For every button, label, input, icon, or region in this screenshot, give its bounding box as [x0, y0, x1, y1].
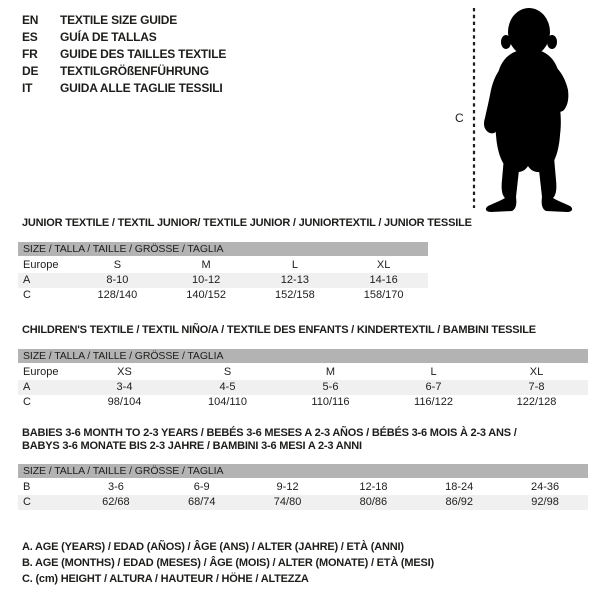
lang-title: TEXTILGRÖßENFÜHRUNG [60, 64, 209, 78]
row-label: C [23, 289, 31, 301]
table-cell: 62/68 [102, 496, 130, 508]
table-cell: 8-10 [106, 274, 129, 286]
children-table-title: CHILDREN'S TEXTILE / TEXTIL NIÑO/A / TEXTILE DES ENFANTS / KINDERTEXTIL / BAMBINI TESSILE [22, 324, 536, 336]
table-cell: 74/80 [273, 496, 302, 508]
table-cell: M [201, 259, 211, 271]
footnotes [22, 539, 434, 587]
babies-table-title [22, 427, 517, 453]
language-title-list [22, 12, 226, 97]
table-row [18, 258, 428, 273]
footnote-b: B. AGE (MONTHS) / EDAD (MESES) / ÂGE (MOIS) / ALTER (MONATE) / ETÀ (MESI) [22, 557, 434, 569]
table-cell: 80/86 [359, 496, 388, 508]
table-cell: S [223, 366, 232, 378]
table-cell: 116/122 [414, 396, 453, 408]
toddler-figure [453, 5, 588, 212]
table-cell: 12-18 [359, 481, 388, 493]
table-cell: XL [529, 366, 544, 378]
table-row [18, 273, 428, 288]
table-cell: 6-9 [193, 481, 210, 493]
lang-title: GUÍA DE TALLAS [60, 30, 157, 44]
lang-row-de [22, 63, 226, 80]
table-cell: 18-24 [445, 481, 474, 493]
row-label: Europe [23, 259, 59, 271]
table-cell: 9-12 [276, 481, 299, 493]
table-row [18, 288, 428, 303]
table-cell: 10-12 [192, 274, 221, 286]
footnote-c: C. (cm) HEIGHT / ALTURA / HAUTEUR / HÖHE / ALTEZZA [22, 573, 309, 585]
lang-code: FR [22, 47, 38, 61]
lang-title: GUIDE DES TAILLES TEXTILE [60, 47, 227, 61]
table-cell: 122/128 [516, 396, 557, 408]
children-size-table [18, 349, 588, 410]
table-row [18, 380, 588, 395]
row-label: A [23, 381, 31, 393]
table-cell: 14-16 [369, 274, 398, 286]
size-header-bar: SIZE / TALLA / TAILLE / GRÖSSE / TAGLIA [18, 242, 428, 256]
table-row [18, 495, 588, 510]
table-row [18, 365, 588, 380]
lang-row-es [22, 29, 226, 46]
lang-row-en [22, 12, 226, 29]
table-cell: 5-6 [322, 381, 339, 393]
table-cell: XS [117, 366, 132, 378]
junior-size-table [18, 242, 428, 303]
lang-title: GUIDA ALLE TAGLIE TESSILI [60, 81, 223, 95]
table-cell: 3-4 [116, 381, 133, 393]
table-row [18, 395, 588, 410]
table-cell: 24-36 [530, 481, 560, 493]
table-cell: 3-6 [107, 481, 124, 493]
footnote-a: A. AGE (YEARS) / EDAD (AÑOS) / ÂGE (ANS) / ALTER (JAHRE) / ETÀ (ANNI) [22, 541, 404, 553]
row-label: C [23, 496, 31, 508]
table-cell: 6-7 [425, 381, 442, 393]
table-cell: 152/158 [274, 289, 315, 301]
lang-code: DE [22, 64, 39, 78]
lang-title: TEXTILE SIZE GUIDE [60, 13, 178, 27]
row-label: Europe [23, 366, 59, 378]
lang-code: ES [22, 30, 38, 44]
table-row [18, 480, 588, 495]
row-label: B [23, 481, 31, 493]
table-cell: 98/104 [107, 396, 142, 408]
table-cell: 68/74 [187, 496, 216, 508]
table-cell: 7-8 [528, 381, 545, 393]
table-cell: L [430, 366, 437, 378]
table-cell: 86/92 [445, 496, 473, 508]
table-cell: 12-13 [280, 274, 309, 286]
size-header-bar: SIZE / TALLA / TAILLE / GRÖSSE / TAGLIA [18, 349, 588, 363]
babies-title-line1: BABIES 3-6 MONTH TO 2-3 YEARS / BEBÉS 3-6 MESES A 2-3 AÑOS / BÉBÉS 3-6 MOIS À 2-3 ANS / [22, 427, 517, 439]
lang-row-fr [22, 46, 226, 63]
table-cell: 158/170 [363, 289, 404, 301]
size-header-bar: SIZE / TALLA / TAILLE / GRÖSSE / TAGLIA [18, 464, 588, 478]
row-label: A [23, 274, 31, 286]
babies-title-line2: BABYS 3-6 MONATE BIS 2-3 JAHRE / BAMBINI 3-6 MESI A 2-3 ANNI [22, 440, 362, 452]
lang-row-it [22, 80, 226, 97]
table-cell: 104/110 [208, 396, 247, 408]
table-cell: 4-5 [219, 381, 236, 393]
table-cell: 140/152 [186, 289, 226, 301]
table-cell: S [113, 259, 122, 271]
babies-size-table [18, 464, 588, 510]
junior-table-title: JUNIOR TEXTILE / TEXTIL JUNIOR/ TEXTILE JUNIOR / JUNIORTEXTIL / JUNIOR TESSILE [22, 217, 472, 229]
table-cell: M [325, 366, 336, 378]
lang-code: EN [22, 13, 39, 27]
toddler-silhouette-icon [484, 8, 572, 212]
table-cell: 110/116 [311, 396, 350, 408]
table-cell: L [291, 259, 298, 271]
table-cell: 128/140 [97, 289, 138, 301]
row-label: C [23, 396, 31, 408]
height-measure-label: C [455, 111, 464, 125]
lang-code: IT [22, 81, 33, 95]
table-cell: XL [376, 259, 391, 271]
table-cell: 92/98 [531, 496, 559, 508]
